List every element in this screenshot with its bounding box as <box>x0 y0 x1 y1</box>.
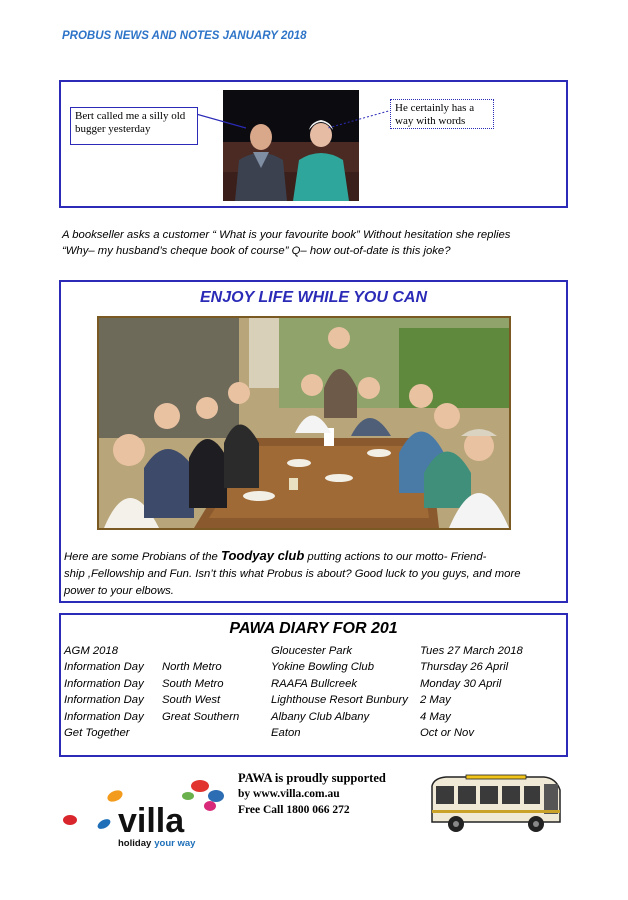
pawa-diary-title: PAWA DIARY FOR 201 <box>229 620 398 637</box>
diary-date: Oct or Nov <box>420 727 474 739</box>
club-photo-caption <box>64 547 564 600</box>
diary-date: Monday 30 April <box>420 678 502 690</box>
diary-event: Get Together <box>64 727 130 739</box>
diary-row <box>64 711 564 727</box>
caption-line-3: power to your elbows. <box>64 585 174 597</box>
caption-text: putting actions to our motto- Friend- <box>304 551 487 563</box>
diary-region: North Metro <box>162 661 222 673</box>
enjoy-life-title: ENJOY LIFE WHILE YOU CAN <box>200 289 427 306</box>
diary-date: 2 May <box>420 694 451 706</box>
diary-venue: Albany Club Albany <box>271 711 370 723</box>
diary-date: 4 May <box>420 711 451 723</box>
newsletter-header: PROBUS NEWS AND NOTES JANUARY 2018 <box>62 30 307 42</box>
bus-icon <box>426 772 564 838</box>
left-speech-callout: Bert called me a silly old bugger yesterday <box>70 107 198 145</box>
diary-venue: RAAFA Bullcreek <box>271 678 358 690</box>
diary-venue: Gloucester Park <box>271 645 352 657</box>
diary-event: Information Day <box>64 694 144 706</box>
caption-line-1 <box>64 547 564 566</box>
sponsor-text <box>238 770 386 818</box>
diary-venue: Lighthouse Resort Bunbury <box>271 694 408 706</box>
diary-region: Great Southern <box>162 711 240 723</box>
toodyay-club-group-photo <box>97 316 511 530</box>
diary-row <box>64 678 564 694</box>
diary-venue: Yokine Bowling Club <box>271 661 374 673</box>
diary-date: Tues 27 March 2018 <box>420 645 523 657</box>
right-speech-callout: He certainly has a way with words <box>390 99 494 129</box>
diary-row <box>64 661 564 677</box>
diary-row <box>64 727 564 743</box>
logo-tagline: holiday <box>118 838 152 849</box>
elderly-couple-photo <box>223 90 359 201</box>
diary-region: South Metro <box>162 678 224 690</box>
diary-region: South West <box>162 694 221 706</box>
diary-event: Information Day <box>64 661 144 673</box>
joke-line-1: A bookseller asks a customer “ What is your favourite book” Without hesitation she replies <box>62 229 511 241</box>
left-callout-pointer <box>196 113 246 129</box>
diary-event: Information Day <box>64 678 144 690</box>
bookseller-joke <box>62 227 572 259</box>
diary-venue: Eaton <box>271 727 301 739</box>
club-name: Toodyay club <box>220 548 305 563</box>
sponsor-line-1: PAWA is proudly supported <box>238 771 386 785</box>
logo-tagline: your way <box>154 838 196 849</box>
diary-event: AGM 2018 <box>64 645 119 657</box>
diary-row <box>64 694 564 710</box>
logo-word: villa <box>118 802 185 840</box>
caption-text: Here are some Probians of the <box>64 551 221 563</box>
diary-event: Information Day <box>64 711 144 723</box>
sponsor-website: by www.villa.com.au <box>238 788 340 800</box>
right-callout-pointer <box>328 108 392 130</box>
villa-logo <box>60 774 230 864</box>
joke-line-2: “Why– my husband’s cheque book of course” Q– how out-of-date is this joke? <box>62 245 451 257</box>
diary-row <box>64 645 564 661</box>
sponsor-phone: Free Call 1800 066 272 <box>238 804 350 816</box>
caption-line-2: ship ,Fellowship and Fun. Isn’t this what Probus is about? Good luck to you guys, and more <box>64 568 521 580</box>
svg-text:holidayyour way <box>118 838 196 849</box>
diary-date: Thursday 26 April <box>420 661 509 673</box>
